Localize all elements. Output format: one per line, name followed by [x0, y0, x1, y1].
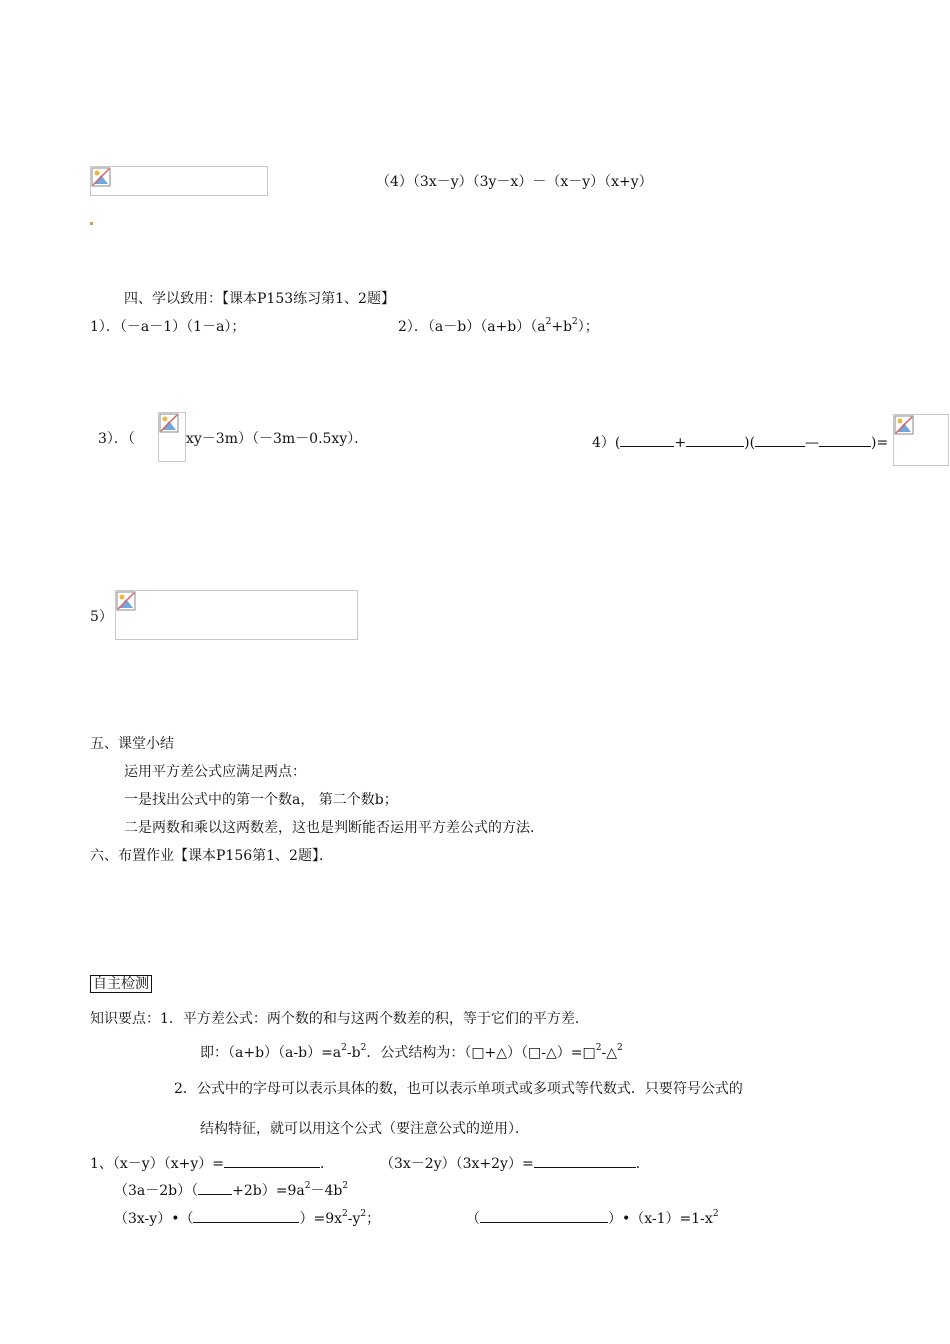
q4-open: 4）(	[592, 435, 621, 451]
image-placeholder-q3	[158, 412, 186, 462]
broken-image-icon	[894, 415, 914, 435]
formula-mid: -b	[346, 1045, 361, 1061]
knowledge-point-1: 知识要点：1．平方差公式：两个数的和与这两个数差的积，等于它们的平方差．	[90, 1011, 589, 1027]
ex1a-text: 1、（x－y）（x+y）=	[90, 1156, 224, 1172]
formula-pre: 即：（a+b）（a-b）=a	[200, 1045, 342, 1061]
ex3-mid: ）=9x	[299, 1211, 343, 1227]
image-placeholder-1	[90, 166, 268, 196]
summary-line-3: 二是两数和乘以这两数差，这也是判断能否运用平方差公式的方法．	[124, 820, 544, 836]
question-3-prefix: 3）．（	[98, 431, 135, 447]
ex2-sup: 2	[304, 1181, 311, 1192]
ex4-pre: （	[466, 1211, 480, 1227]
q4-plus: +	[674, 435, 687, 451]
section-5-heading: 五、课堂小结	[90, 736, 174, 752]
ex1b-text: （3x－2y）（3x+2y）=	[380, 1156, 534, 1172]
ex3-blank[interactable]	[193, 1208, 299, 1223]
exercise-2	[114, 1180, 348, 1200]
formula-post: ．公式结构为：（□+△）（□-△）=□	[366, 1045, 596, 1061]
question-5-label: 5）	[90, 609, 113, 625]
image-placeholder-q4	[893, 414, 949, 466]
broken-image-icon	[159, 413, 179, 433]
q4-blank-4[interactable]	[819, 432, 871, 447]
ex3-sup2: 2	[360, 1209, 367, 1220]
ex4-mid: ）•（x-1）=1-x	[608, 1211, 713, 1227]
ex4-blank[interactable]	[480, 1208, 608, 1223]
q2-text: 2）．（a－b）（a+b）（a	[398, 319, 546, 335]
exercise-1-b	[380, 1153, 650, 1173]
q4-blank-1[interactable]	[620, 432, 674, 447]
image-placeholder-q5	[115, 590, 358, 640]
self-check-title	[90, 975, 152, 993]
q4-minus: —	[805, 435, 820, 451]
formula-line	[200, 1044, 623, 1062]
ex4-sup: 2	[712, 1209, 719, 1220]
ex3-mid2: -y	[347, 1211, 361, 1227]
summary-line-2: 一是找出公式中的第一个数a， 第二个数b；	[124, 792, 398, 808]
q2-sup2: 2	[572, 317, 578, 328]
broken-image-icon	[91, 167, 111, 187]
exercise-3	[114, 1208, 380, 1228]
ex2-mid: +2b）=9a	[232, 1183, 305, 1199]
question-2	[398, 318, 599, 336]
ex2-mid2: －4b	[310, 1183, 343, 1199]
question-3-expression: xy－3m）（－3m－0.5xy）．	[186, 431, 369, 447]
formula-sup1: 2	[341, 1043, 347, 1054]
q4-end: )=	[871, 435, 889, 451]
formula-sup4: 2	[616, 1043, 623, 1054]
self-check-title-text: 自主检测	[90, 975, 152, 993]
ex1a-blank[interactable]	[224, 1153, 320, 1168]
formula-sup2: 2	[360, 1043, 367, 1054]
q2-post: ）；	[577, 319, 599, 335]
q4-blank-2[interactable]	[686, 432, 744, 447]
ex3-pre: （3x-y）•（	[114, 1211, 194, 1227]
ex1b-blank[interactable]	[534, 1153, 636, 1168]
knowledge-point-2-line-1: 2．公式中的字母可以表示具体的数，也可以表示单项式或多项式等代数式．只要符号公式的	[174, 1081, 743, 1097]
q2-sup: 2	[545, 317, 552, 328]
q4-blank-3[interactable]	[755, 432, 805, 447]
ex2-pre: （3a－2b）（	[114, 1183, 199, 1199]
ex3-sup: 2	[342, 1209, 348, 1220]
anchor-mark	[90, 222, 93, 225]
broken-image-icon	[116, 591, 136, 611]
exercise-1-a	[90, 1153, 334, 1173]
exercise-4	[466, 1208, 719, 1228]
item-4-expression: （4）（3x－y）（3y－x）－（x－y）（x+y）	[376, 174, 653, 190]
ex1a-end: ．	[319, 1156, 334, 1172]
ex3-post: ；	[366, 1211, 381, 1227]
section-6-heading: 六、布置作业【课本P156第1、2题】．	[90, 848, 333, 864]
question-4	[592, 432, 888, 452]
q2-mid: +b	[551, 319, 573, 335]
summary-line-1: 运用平方差公式应满足两点：	[124, 764, 306, 780]
ex2-sup2: 2	[342, 1181, 349, 1192]
formula-tail: -△	[601, 1045, 617, 1061]
ex2-blank[interactable]	[198, 1180, 232, 1195]
q4-mid: )(	[744, 435, 756, 451]
knowledge-point-2-line-2: 结构特征，就可以用这个公式（要注意公式的逆用）．	[200, 1121, 529, 1137]
question-1: 1）．（－a－1）（1－a）；	[90, 319, 246, 335]
formula-sup3: 2	[595, 1043, 602, 1054]
section-4-heading: 四、学以致用：【课本P153练习第1、2题】	[124, 291, 395, 307]
ex1b-end: ．	[635, 1156, 650, 1172]
